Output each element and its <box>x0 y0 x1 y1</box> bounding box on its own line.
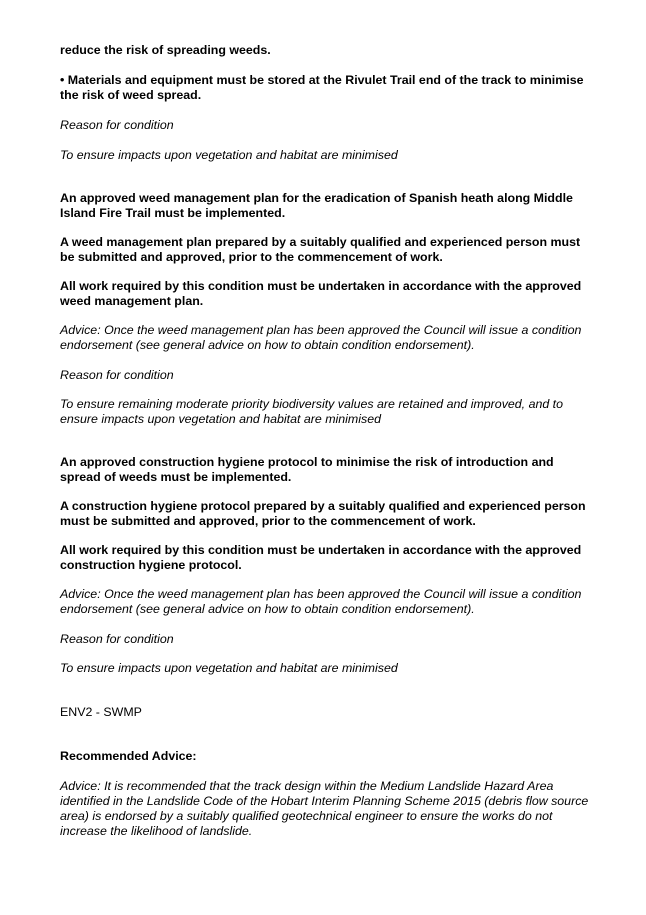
recommended-advice-heading: Recommended Advice: <box>60 749 197 763</box>
reason-text-2: To ensure remaining moderate priority biodiversity values are retained and improved, and to ensure impacts upon vegetation and habitat are minimised <box>60 397 564 426</box>
condition-weed-plan-submission: A weed management plan prepared by a suitably qualified and experienced person must be submitted and approved, prior to the commencement of work. <box>60 235 581 264</box>
reason-heading-1: Reason for condition <box>60 118 174 132</box>
condition-text-weed-spread-end: reduce the risk of spreading weeds. <box>60 43 271 57</box>
reason-text-3: To ensure impacts upon vegetation and habitat are minimised <box>60 661 398 675</box>
condition-hygiene-protocol-compliance: All work required by this condition must be undertaken in accordance with the approved construction hygiene protocol. <box>60 543 582 572</box>
advice-landslide-hazard: Advice: It is recommended that the track design within the Medium Landslide Hazard Area identified in the Landslide Code of the Hobart Interim Planning Scheme 2015 (debris flow source area) is endorsed by a suitably qualified geotechnical engineer to ensure the works do not increase the likelihood of landslide. <box>60 779 589 838</box>
reason-heading-3: Reason for condition <box>60 632 174 646</box>
condition-hygiene-protocol-submission: A construction hygiene protocol prepared by a suitably qualified and experienced person must be submitted and approved, prior to the commencement of work. <box>60 499 586 528</box>
condition-weed-plan-compliance: All work required by this condition must be undertaken in accordance with the approved weed management plan. <box>60 279 582 308</box>
condition-code-env2: ENV2 - SWMP <box>60 705 142 719</box>
condition-hygiene-protocol-heading: An approved construction hygiene protocol to minimise the risk of introduction and spread of weeds must be implemented. <box>60 455 554 484</box>
condition-bullet-materials-storage: • Materials and equipment must be stored at the Rivulet Trail end of the track to minimise the risk of weed spread. <box>60 73 584 102</box>
advice-weed-plan-endorsement: Advice: Once the weed management plan has been approved the Council will issue a condition endorsement (see general advice on how to obtain condition endorsement). <box>60 323 582 352</box>
condition-weed-plan-heading: An approved weed management plan for the eradication of Spanish heath along Middle Island Fire Trail must be implemented. <box>60 191 573 220</box>
reason-text-1: To ensure impacts upon vegetation and habitat are minimised <box>60 148 398 162</box>
reason-heading-2: Reason for condition <box>60 368 174 382</box>
advice-hygiene-endorsement: Advice: Once the weed management plan has been approved the Council will issue a condition endorsement (see general advice on how to obtain condition endorsement). <box>60 587 582 616</box>
